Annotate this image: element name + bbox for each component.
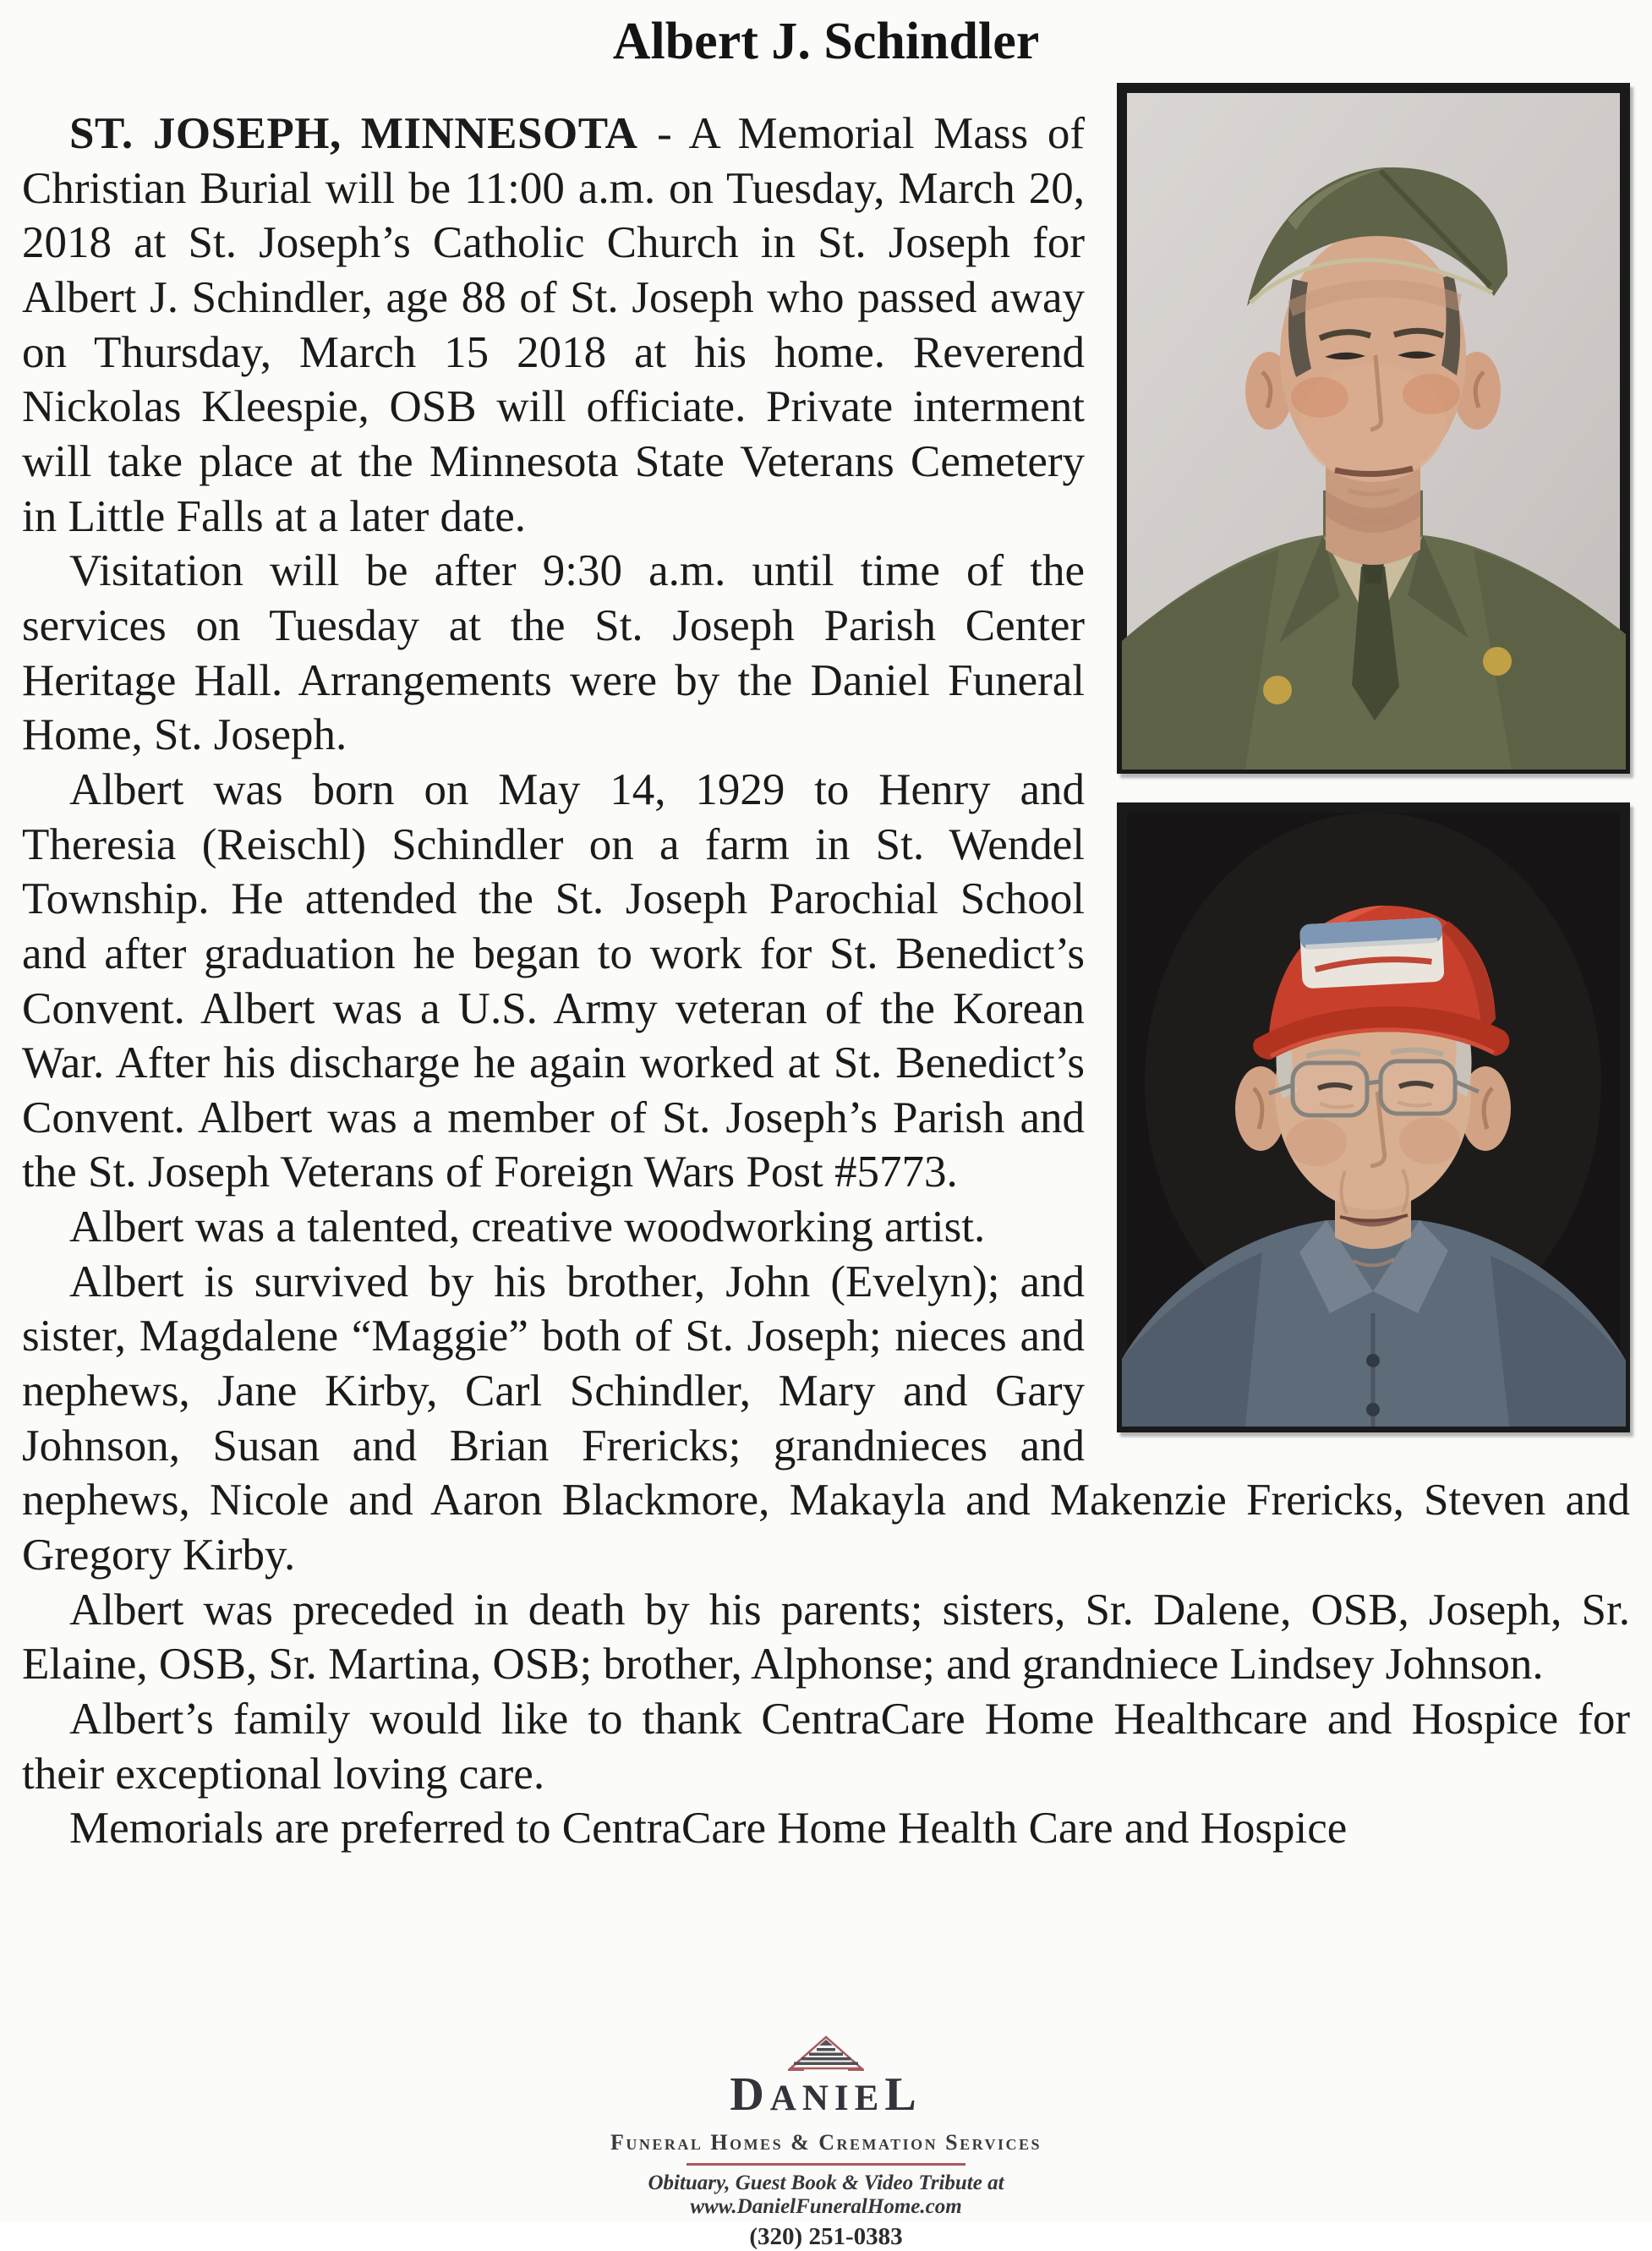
footer-divider [687, 2163, 965, 2166]
paragraph-visitation: Visitation will be after 9:30 a.m. until time of the services on Tuesday at the St. Joseph Parish Center Heritage Hall. Arrangements were by the Daniel Funeral Home, St. Joseph. [22, 546, 1085, 760]
paragraph-memorial-mass-text: - A Memorial Mass of Christian Burial will be 11:00 a.m. on Tuesday, March 20, 2018 at St. Joseph’s Catholic Church in St. Joseph for Albert J. Schindler, age 88 of St. Joseph who passed away on Thursday, March 15 2018 at his home. Reverend Nickolas Kleespie, OSB will officiate. Private interment will take place at the Minnesota State Veterans Cemetery in Little Falls at a later date. [22, 109, 1085, 541]
page-title: Albert J. Schindler [612, 13, 1040, 70]
lapel-insignia-right [1483, 647, 1512, 676]
paragraph-biography: Albert was born on May 14, 1929 to Henry and Theresia (Reischl) Schindler on a farm in St. Wendel Township. He attended the St. Joseph Parochial School and after graduation he began to work for St. Benedict’s Convent. Albert was a U.S. Army veteran of the Korean War. After his discharge he again worked at St. Benedict’s Convent. Albert was a member of St. Joseph’s Parish and the St. Joseph Veterans of Foreign Wars Post #5773. [22, 764, 1085, 1197]
funeral-home-phone: (320) 251-0383 [749, 2223, 903, 2250]
obituary-body [22, 107, 1630, 1856]
paragraph-preceded-in-death: Albert was preceded in death by his parents; sisters, Sr. Dalene, OSB, Joseph, Sr. Elaine, OSB, Sr. Martina, OSB; brother, Alphonse; and grandniece Lindsey Johnson. [22, 1585, 1630, 1690]
dateline: ST. JOSEPH, MINNESOTA [69, 109, 638, 158]
photo-elderly-man [1117, 802, 1630, 1432]
paragraph-family-thanks: Albert’s family would like to thank CentraCare Home Healthcare and Hospice for their exceptional loving care. [22, 1695, 1630, 1799]
lapel-insignia-left [1263, 676, 1292, 704]
brand-final: L [884, 2068, 922, 2121]
elderly-man-portrait-image [1127, 813, 1620, 1422]
brand-middle: ANIE [769, 2078, 885, 2118]
photo-column [1117, 83, 1630, 1432]
paragraph-woodworking: Albert was a talented, creative woodworking artist. [69, 1202, 986, 1252]
cap-patch [1299, 917, 1445, 989]
brand-initial: D [730, 2068, 770, 2121]
funeral-home-tagline: Funeral Homes & Cremation Services [610, 2130, 1042, 2155]
funeral-home-footer [0, 2035, 1652, 2251]
paragraph-survived-by: Albert is survived by his brother, John (Evelyn); and sister, Magdalene “Maggie” both of St. Joseph; nieces and nephews, Jane Kirby, Carl Schindler, Mary and Gary Johnson, Susan and Brian Frericks; grandnieces and nephews, Nicole and Aaron Blackmore, Makayla and Makenzie Frericks, Steven and Gregory Kirby. [22, 1257, 1630, 1580]
funeral-home-brand [0, 2068, 1652, 2126]
young-soldier-portrait-image [1127, 93, 1620, 764]
gable-triangle-icon [787, 2035, 865, 2072]
tribute-line-2: www.DanielFuneralHome.com [690, 2195, 962, 2218]
paragraph-memorials: Memorials are preferred to CentraCare Home Health Care and Hospice [69, 1804, 1348, 1854]
photo-young-soldier [1117, 83, 1630, 774]
tribute-line-1: Obituary, Guest Book & Video Tribute at [648, 2172, 1004, 2194]
